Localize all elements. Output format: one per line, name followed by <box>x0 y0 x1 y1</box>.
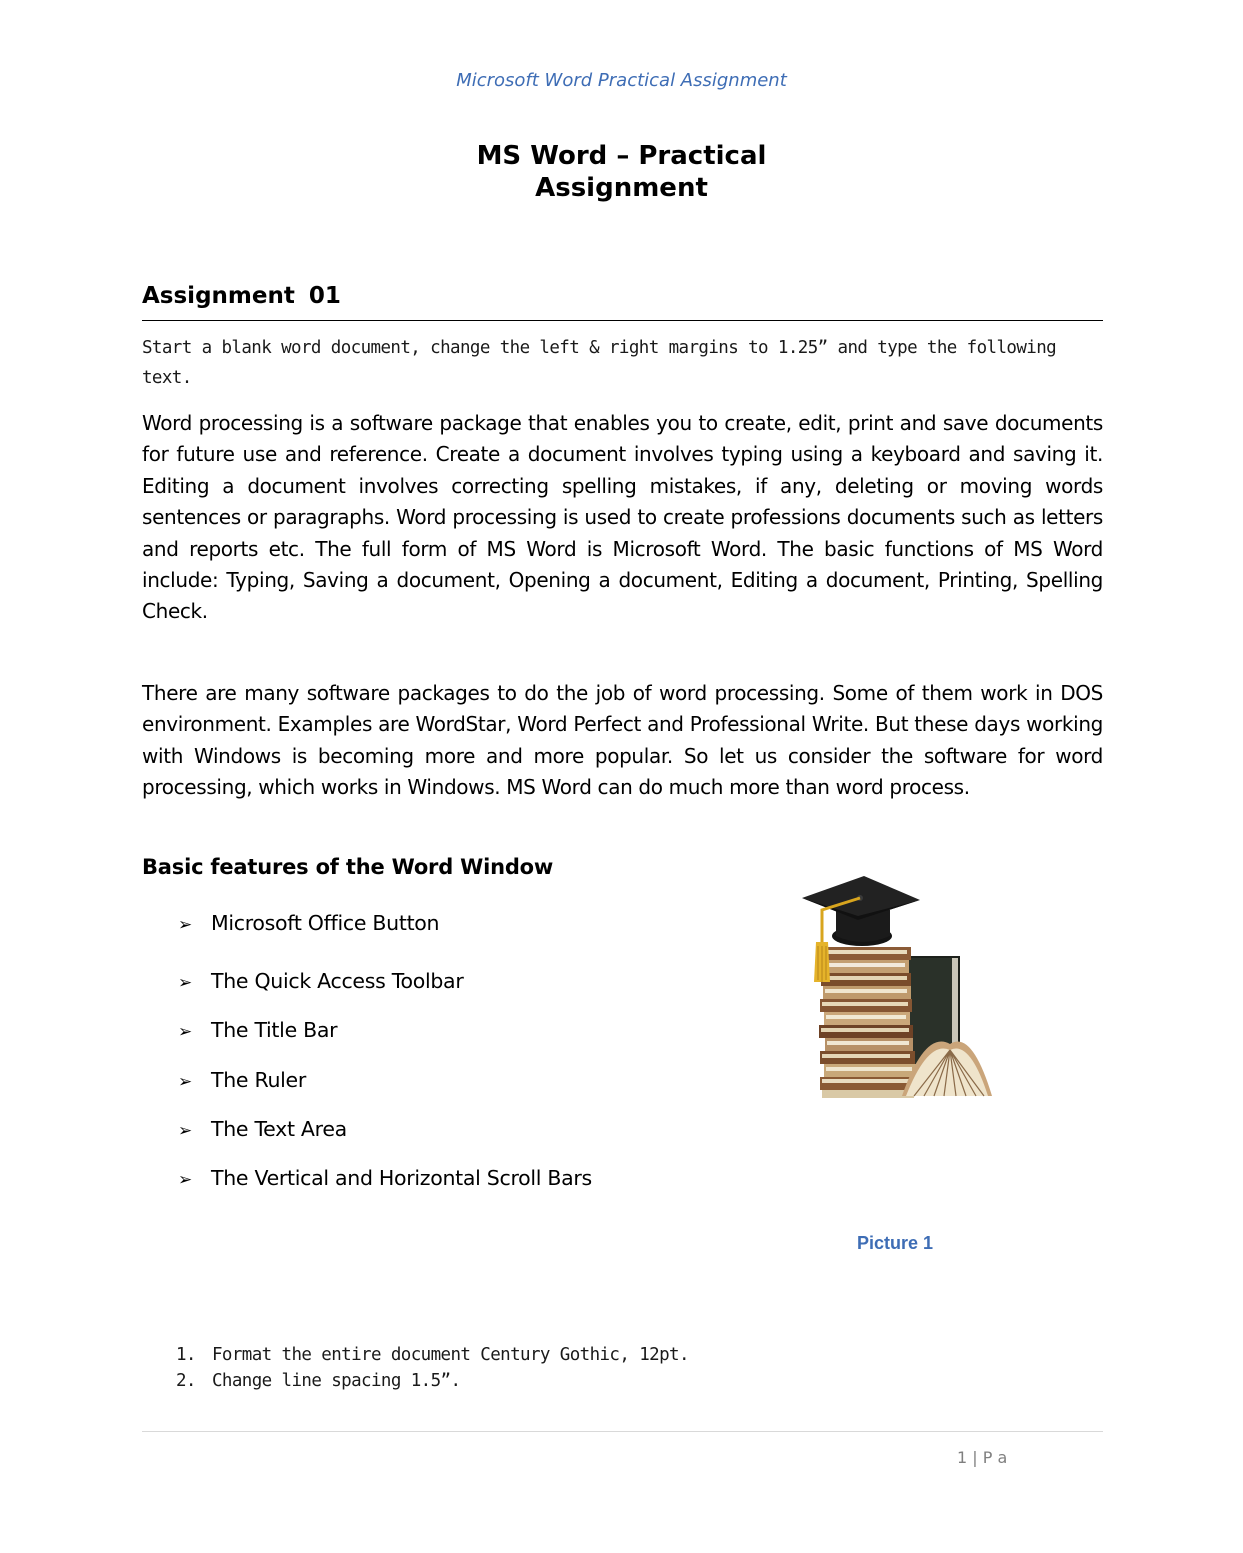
feature-list-item <box>178 969 463 993</box>
arrow-bullet-icon: ➢ <box>178 915 192 935</box>
heading-divider <box>142 320 1103 321</box>
arrow-bullet-icon: ➢ <box>178 973 192 993</box>
feature-label: The Text Area <box>211 1117 347 1141</box>
task-number: 2. <box>176 1371 196 1391</box>
feature-label: The Vertical and Horizontal Scroll Bars <box>211 1166 592 1190</box>
task-text: Format the entire document Century Gothic, 12pt. <box>212 1345 689 1365</box>
feature-label: The Quick Access Toolbar <box>211 969 464 993</box>
arrow-bullet-icon: ➢ <box>178 1022 192 1042</box>
body-paragraph-1: Word processing is a software package that enables you to create, edit, print and save documents for future use and reference. Create a document involves typing using a keyboard and saving it. Editing a document involves correcting spelling mistakes, if any, deleting or moving words sentences or paragraphs. Word processing is used to create professions documents such as letters and reports etc. The full form of MS Word is Microsoft Word. The basic functions of MS Word include: Typing, Saving a document, Opening a document, Editing a document, Printing, Spelling Check. <box>142 411 1103 624</box>
page-header: Microsoft Word Practical Assignment <box>456 70 787 91</box>
task-number: 1. <box>176 1345 196 1365</box>
feature-list-item <box>178 1117 347 1141</box>
feature-label: The Title Bar <box>211 1018 338 1042</box>
page-number: 1 | P a <box>957 1448 1008 1467</box>
document-title-line-1: MS Word – Practical <box>476 141 767 171</box>
arrow-bullet-icon: ➢ <box>178 1072 192 1092</box>
footer-divider <box>142 1431 1103 1432</box>
picture-caption: Picture 1 <box>857 1233 934 1253</box>
arrow-bullet-icon: ➢ <box>178 1121 192 1141</box>
arrow-bullet-icon: ➢ <box>178 1170 192 1190</box>
features-heading: Basic features of the Word Window <box>142 855 554 879</box>
feature-list-item <box>178 1166 592 1190</box>
feature-list-item <box>178 1068 306 1092</box>
body-paragraph-2: There are many software packages to do the job of word processing. Some of them work in DOS environment. Examples are WordStar, Word Perfect and Professional Write. But these days working with Windows is becoming more and more popular. So let us consider the software for word processing, which works in Windows. MS Word can do much more than word process. <box>142 681 1103 800</box>
books-graduation-image <box>800 870 1000 1102</box>
task-text: Change line spacing 1.5”. <box>212 1371 461 1391</box>
document-title <box>0 140 1243 204</box>
feature-label: Microsoft Office Button <box>211 911 440 935</box>
feature-label: The Ruler <box>211 1068 306 1092</box>
assignment-instruction: Start a blank word document, change the left & right margins to 1.25” and type the following text. <box>142 338 1057 388</box>
task-list-item <box>176 1371 460 1391</box>
task-list-item <box>176 1345 689 1365</box>
document-title-line-2: Assignment <box>535 173 708 203</box>
feature-list-item <box>178 1018 337 1042</box>
assignment-heading: Assignment 01 <box>142 283 341 309</box>
feature-list-item <box>178 911 439 935</box>
